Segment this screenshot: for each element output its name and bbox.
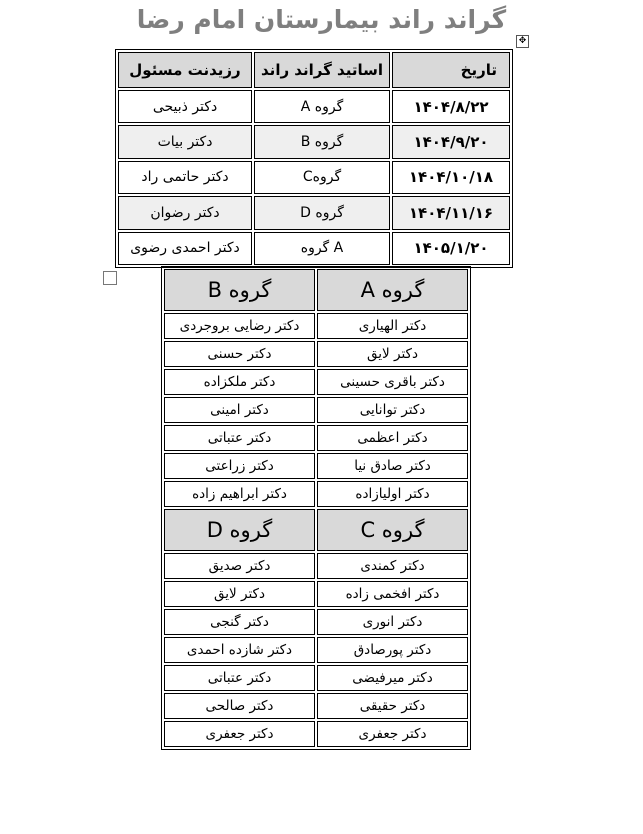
group-d-member: دکتر گنجی (164, 609, 315, 635)
page-title: گراند راند بیمارستان امام رضا (136, 5, 507, 34)
schedule-group: گروهC (254, 161, 390, 194)
group-a-member: دکتر اعظمی (317, 425, 468, 451)
group-a-member: دکتر باقری حسینی (317, 369, 468, 395)
table-row (164, 369, 468, 395)
header-date: تاریخ (392, 52, 510, 88)
schedule-row (118, 125, 510, 158)
groups-table (161, 266, 471, 750)
group-b-member: دکتر عتباتی (164, 425, 315, 451)
group-d-member: دکتر لایق (164, 581, 315, 607)
schedule-resident: دکتر رضوان (118, 196, 252, 229)
groups-header-row (164, 509, 468, 551)
group-d-member: دکتر شازده احمدی (164, 637, 315, 663)
schedule-row (118, 232, 510, 265)
group-b-member: دکتر امینی (164, 397, 315, 423)
group-a-member: دکتر صادق نیا (317, 453, 468, 479)
schedule-date: ۱۴۰۴/۹/۲۰ (392, 125, 510, 158)
schedule-date: ۱۴۰۵/۱/۲۰ (392, 232, 510, 265)
group-a-member: دکتر اولیازاده (317, 481, 468, 507)
schedule-row (118, 196, 510, 229)
group-b-member: دکتر ملکزاده (164, 369, 315, 395)
schedule-group: گروه A (254, 90, 390, 123)
table-row (164, 665, 468, 691)
table-row (164, 693, 468, 719)
group-d-member: دکتر عتباتی (164, 665, 315, 691)
table-row (164, 481, 468, 507)
schedule-row (118, 90, 510, 123)
table-row (164, 637, 468, 663)
group-b-member: دکتر زراعتی (164, 453, 315, 479)
group-d-member: دکتر جعفری (164, 721, 315, 747)
group-b-member: دکتر رضایی بروجردی (164, 313, 315, 339)
schedule-header-row (118, 52, 510, 88)
table-row (164, 453, 468, 479)
group-b-member: دکتر ابراهیم زاده (164, 481, 315, 507)
group-a-member: دکتر الهیاری (317, 313, 468, 339)
group-b-header: گروه B (164, 269, 315, 311)
table-row (164, 425, 468, 451)
table-move-handle-icon[interactable]: ✥ (516, 35, 529, 48)
group-c-member: دکتر افخمی زاده (317, 581, 468, 607)
table-row (164, 581, 468, 607)
group-b-member: دکتر حسنی (164, 341, 315, 367)
schedule-resident: دکتر بیات (118, 125, 252, 158)
group-c-member: دکتر میرفیضی (317, 665, 468, 691)
schedule-table (115, 49, 513, 268)
table-resize-handle[interactable] (103, 271, 117, 285)
groups-header-row (164, 269, 468, 311)
group-c-header: گروه C (317, 509, 468, 551)
group-c-member: دکتر انوری (317, 609, 468, 635)
table-row (164, 341, 468, 367)
schedule-group: گروه B (254, 125, 390, 158)
schedule-resident: دکتر ذبیحی (118, 90, 252, 123)
table-row (164, 553, 468, 579)
group-c-member: دکتر جعفری (317, 721, 468, 747)
schedule-resident: دکتر حاتمی راد (118, 161, 252, 194)
group-c-member: دکتر کمندی (317, 553, 468, 579)
group-a-member: دکتر توانایی (317, 397, 468, 423)
group-a-member: دکتر لایق (317, 341, 468, 367)
schedule-date: ۱۴۰۴/۸/۲۲ (392, 90, 510, 123)
group-a-header: گروه A (317, 269, 468, 311)
schedule-date: ۱۴۰۴/۱۰/۱۸ (392, 161, 510, 194)
schedule-row (118, 161, 510, 194)
table-row (164, 721, 468, 747)
group-d-member: دکتر صالحی (164, 693, 315, 719)
schedule-date: ۱۴۰۴/۱۱/۱۶ (392, 196, 510, 229)
schedule-group: گروه D (254, 196, 390, 229)
group-d-member: دکتر صدیق (164, 553, 315, 579)
table-row (164, 313, 468, 339)
header-resident: رزیدنت مسئول (118, 52, 252, 88)
schedule-group: A گروه (254, 232, 390, 265)
group-c-member: دکتر پورصادق (317, 637, 468, 663)
schedule-resident: دکتر احمدی رضوی (118, 232, 252, 265)
group-c-member: دکتر حقیقی (317, 693, 468, 719)
group-d-header: گروه D (164, 509, 315, 551)
table-row (164, 397, 468, 423)
table-row (164, 609, 468, 635)
header-professors: اساتید گراند راند (254, 52, 390, 88)
